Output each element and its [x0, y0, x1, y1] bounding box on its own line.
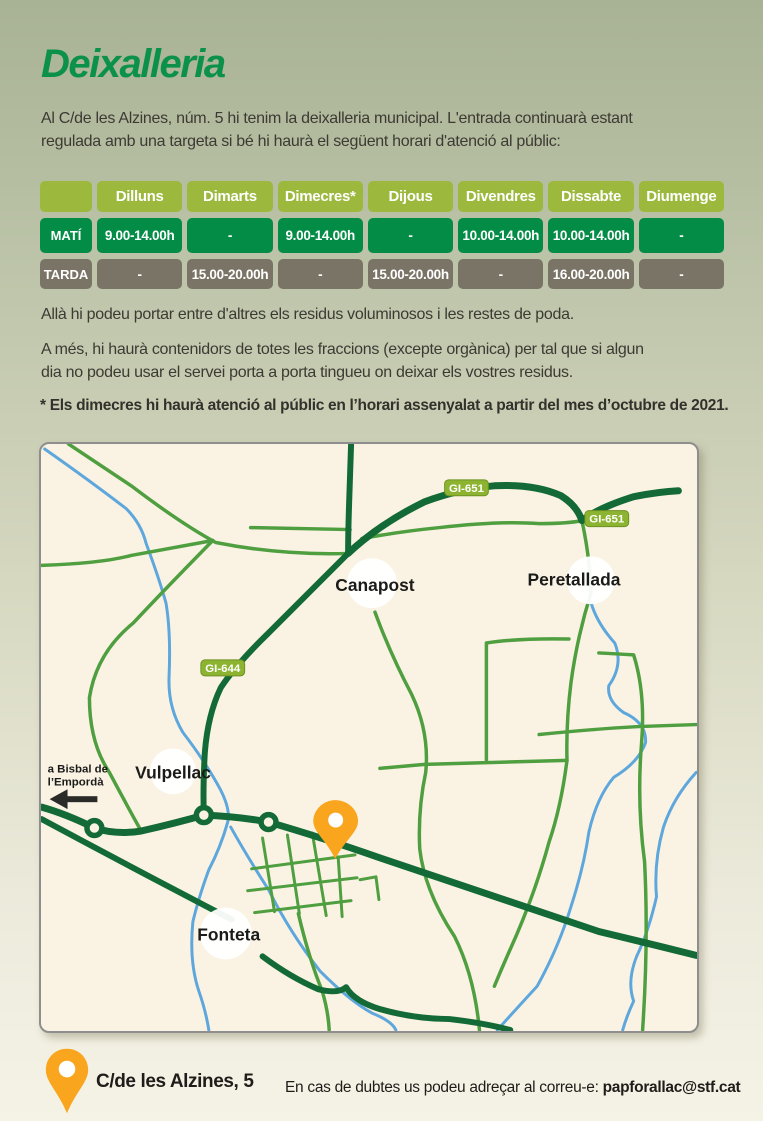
location-map: [39, 442, 699, 1033]
intro-line-1: Al C/de les Alzines, núm. 5 hi tenim la deixalleria municipal. L'entrada continuarà estant: [41, 110, 633, 127]
morning-row-label: MATÍ: [40, 218, 92, 253]
minor-road-to-vulpellac: [89, 541, 212, 832]
bulky-waste-paragraph: Allà hi podeu portar entre d'altres els residus voluminosos i les restes de poda.: [41, 306, 574, 323]
afternoon-cell-diumenge: -: [639, 259, 724, 289]
schedule-header-row: [40, 181, 724, 212]
badge-gi651-b-label: GI-651: [589, 513, 625, 526]
morning-cell-dimecres: 9.00-14.00h: [278, 218, 363, 253]
roundabout-west: [87, 821, 102, 836]
day-header-dimecres: Dimecres*: [278, 181, 363, 212]
day-header-dilluns: Dilluns: [97, 181, 182, 212]
wednesday-footnote: * Els dimecres hi haurà atenció al públic en l’horari assenyalat a partir del mes d’octubre de 2021.: [40, 397, 729, 414]
left-arrow-icon: [50, 789, 98, 809]
afternoon-row-label: TARDA: [40, 259, 92, 289]
schedule-corner-cell: [40, 181, 92, 212]
schedule-morning-row: [40, 218, 724, 253]
schedule-afternoon-row: [40, 259, 724, 289]
map-canvas: [41, 444, 697, 1031]
afternoon-cell-divendres: -: [458, 259, 543, 289]
morning-cell-diumenge: -: [639, 218, 724, 253]
town-label-peretallada: Peretallada: [527, 569, 621, 590]
badge-gi644-label: GI-644: [205, 662, 241, 675]
road-main-east-west: [42, 807, 697, 955]
direction-indicator: [48, 763, 108, 809]
footer-location-pin-icon: [44, 1046, 90, 1116]
minor-road-east-vertical: [599, 653, 646, 1030]
town-label-vulpellac: Vulpellac: [135, 762, 211, 783]
morning-cell-dijous: -: [368, 218, 453, 253]
town-halos: [150, 556, 615, 959]
minor-road-grid-south: [298, 914, 329, 1030]
morning-cell-dilluns: 9.00-14.00h: [97, 218, 182, 253]
morning-cell-dimarts: -: [187, 218, 272, 253]
river-peretallada: [497, 602, 645, 1030]
minor-road-canapost-south: [375, 612, 479, 1030]
minor-road-east-horizontal: [539, 725, 696, 735]
minor-road-canapost-east: [362, 521, 582, 539]
contact-line: [285, 1079, 740, 1097]
day-header-dissabte: Dissabte: [548, 181, 633, 212]
minor-road-loop: [380, 639, 569, 769]
river-east: [623, 772, 697, 1030]
morning-cell-dissabte: 10.00-14.00h: [548, 218, 633, 253]
road-north: [348, 444, 351, 553]
containers-paragraph: [41, 338, 721, 384]
contact-email: papforallac@stf.cat: [602, 1079, 741, 1096]
major-roads: [42, 444, 697, 1030]
day-header-dijous: Dijous: [368, 181, 453, 212]
afternoon-cell-dijous: 15.00-20.00h: [368, 259, 453, 289]
day-header-diumenge: Diumenge: [639, 181, 724, 212]
afternoon-cell-dissabte: 16.00-20.00h: [548, 259, 633, 289]
direction-label-line1: a Bisbal de: [47, 763, 109, 776]
minor-road-west-horizontal: [42, 541, 213, 566]
afternoon-cell-dimecres: -: [278, 259, 363, 289]
town-label-fonteta: Fonteta: [197, 924, 261, 945]
day-header-dimarts: Dimarts: [187, 181, 272, 212]
intro-line-2: regulada amb una targeta si bé hi haurà el següent horari d'atenció al públic:: [41, 133, 561, 150]
morning-cell-divendres: 10.00-14.00h: [458, 218, 543, 253]
page-title: Deixalleria: [41, 42, 225, 86]
direction-label-line2: l’Empordà: [47, 776, 104, 789]
roundabout-gi644: [196, 808, 211, 823]
intro-paragraph: [41, 107, 721, 153]
containers-line-1: A més, hi haurà contenidors de totes les fraccions (excepte orgànica) per tal que si algun: [41, 341, 644, 358]
minor-road-northwest: [69, 444, 349, 554]
afternoon-cell-dimarts: 15.00-20.00h: [187, 259, 272, 289]
schedule-table: [40, 181, 724, 289]
afternoon-cell-dilluns: -: [97, 259, 182, 289]
minor-road-canapost-west: [251, 528, 350, 530]
village-street-grid: [248, 833, 379, 917]
roundabout-east: [261, 815, 276, 830]
contact-prefix: En cas de dubtes us podeu adreçar al correu-e:: [285, 1079, 603, 1096]
deixalleria-address: C/de les Alzines, 5: [96, 1071, 254, 1092]
day-header-divendres: Divendres: [458, 181, 543, 212]
road-gi644: [204, 553, 349, 815]
town-label-canapost: Canapost: [335, 575, 415, 596]
badge-gi651-a-label: GI-651: [449, 482, 484, 495]
containers-line-2: dia no podeu usar el servei porta a porta tingueu on deixar els vostres residus.: [41, 364, 573, 381]
